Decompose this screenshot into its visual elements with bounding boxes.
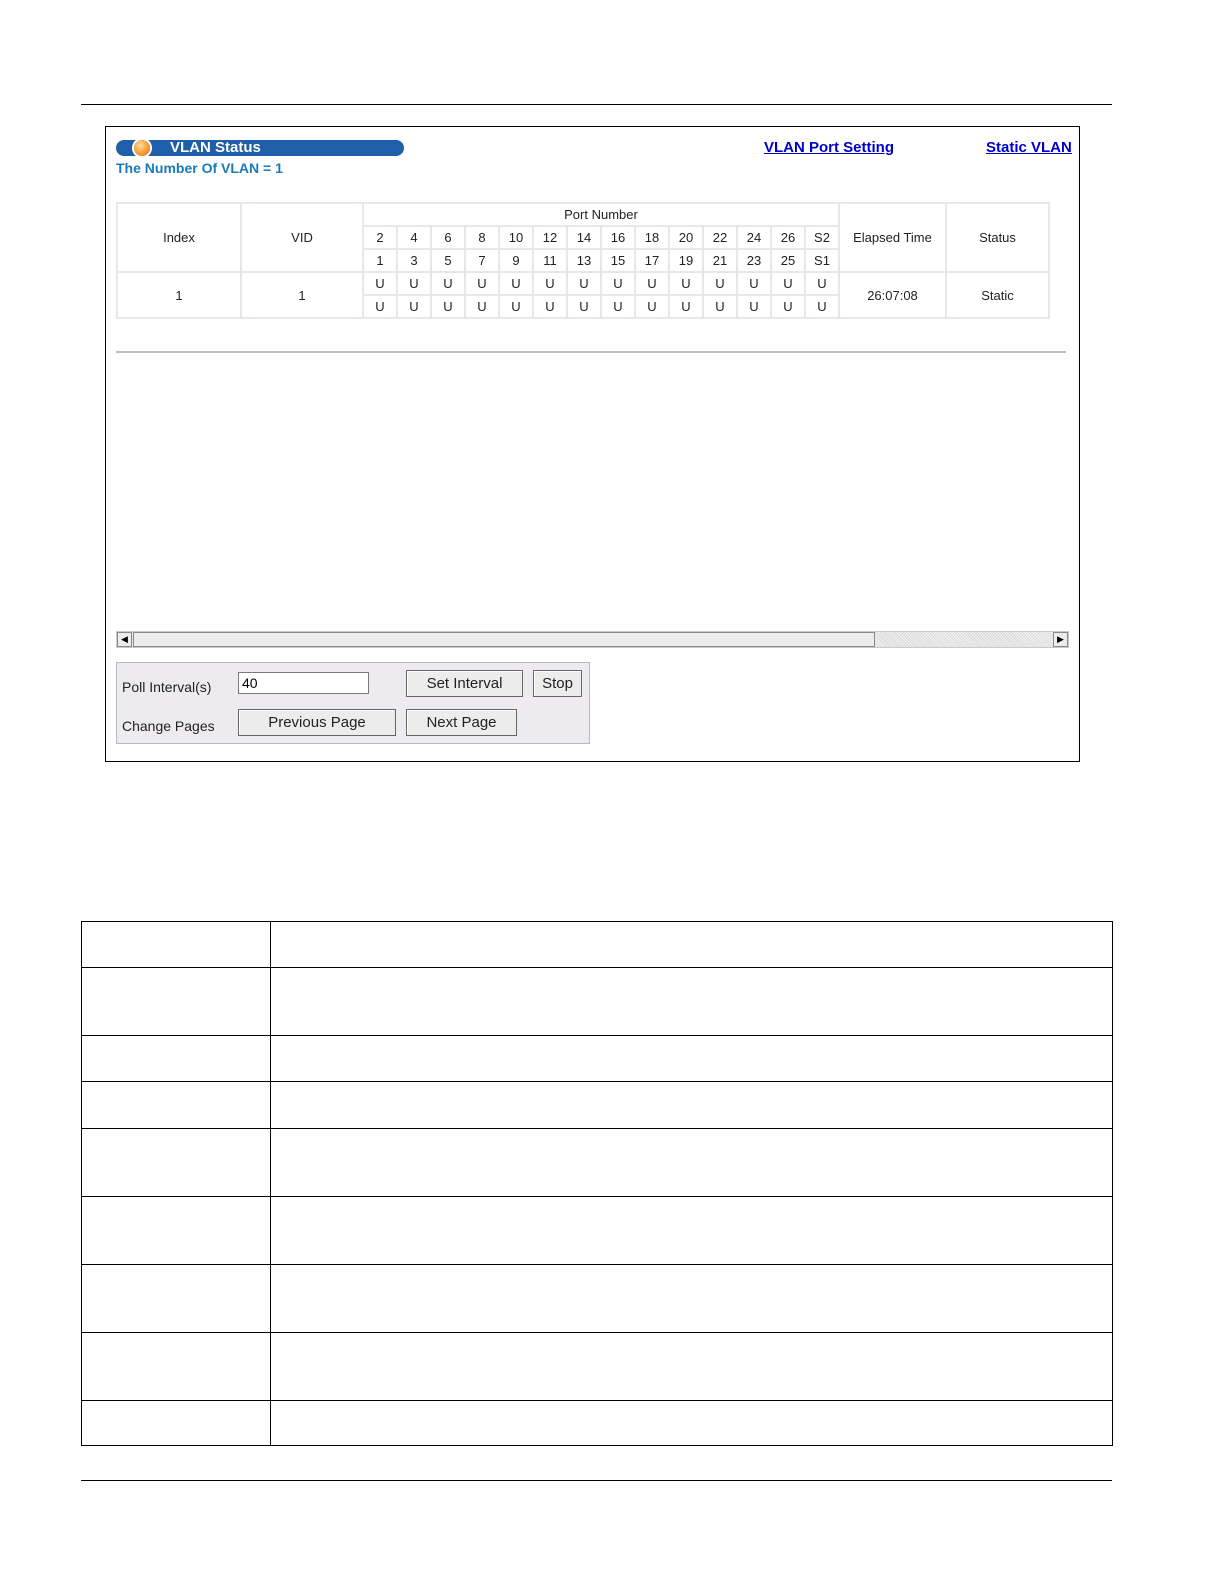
scroll-left-icon[interactable]: ◀ bbox=[117, 632, 132, 647]
port-header: 14 bbox=[568, 227, 600, 248]
port-state-cell: U bbox=[432, 273, 464, 294]
table-row bbox=[82, 922, 1113, 968]
poll-interval-input[interactable] bbox=[238, 672, 369, 694]
port-state-cell: U bbox=[806, 296, 838, 317]
stop-button[interactable]: Stop bbox=[533, 670, 582, 697]
port-header: 17 bbox=[636, 250, 668, 271]
port-state-cell: U bbox=[364, 273, 396, 294]
table-row bbox=[82, 1129, 1113, 1197]
table-row bbox=[82, 968, 1113, 1036]
header-elapsed-time: Elapsed Time bbox=[840, 204, 945, 271]
port-header: 21 bbox=[704, 250, 736, 271]
scroll-thumb[interactable] bbox=[133, 632, 875, 647]
page-title: VLAN Status bbox=[170, 139, 261, 156]
port-header: 10 bbox=[500, 227, 532, 248]
port-state-cell: U bbox=[364, 296, 396, 317]
poll-controls bbox=[116, 662, 590, 744]
port-header: 15 bbox=[602, 250, 634, 271]
port-header: 8 bbox=[466, 227, 498, 248]
header-rule bbox=[81, 104, 1112, 105]
vlan-count: The Number Of VLAN = 1 bbox=[116, 160, 283, 176]
vlan-index-cell: 1 bbox=[118, 273, 240, 317]
port-header: 20 bbox=[670, 227, 702, 248]
port-state-cell: U bbox=[568, 296, 600, 317]
port-header: 23 bbox=[738, 250, 770, 271]
port-state-cell: U bbox=[670, 273, 702, 294]
change-pages-label: Change Pages bbox=[122, 718, 215, 734]
port-state-cell: U bbox=[806, 273, 838, 294]
port-header: 3 bbox=[398, 250, 430, 271]
port-header: 19 bbox=[670, 250, 702, 271]
horizontal-scrollbar[interactable] bbox=[116, 631, 1069, 648]
divider bbox=[116, 351, 1066, 353]
elapsed-time-cell: 26:07:08 bbox=[840, 273, 945, 317]
port-header: 18 bbox=[636, 227, 668, 248]
vlan-vid-cell: 1 bbox=[242, 273, 362, 317]
vlan-status-screen bbox=[105, 126, 1080, 762]
port-state-cell: U bbox=[772, 296, 804, 317]
port-header: 6 bbox=[432, 227, 464, 248]
port-state-cell: U bbox=[704, 273, 736, 294]
port-header: 25 bbox=[772, 250, 804, 271]
header-vid: VID bbox=[242, 204, 362, 271]
header-port-number: Port Number bbox=[364, 204, 838, 225]
port-header: 13 bbox=[568, 250, 600, 271]
header-index: Index bbox=[118, 204, 240, 271]
port-state-cell: U bbox=[738, 296, 770, 317]
vlan-port-setting-link[interactable]: VLAN Port Setting bbox=[764, 139, 894, 156]
port-state-cell: U bbox=[636, 296, 668, 317]
header-status: Status bbox=[947, 204, 1048, 271]
port-header: 7 bbox=[466, 250, 498, 271]
set-interval-button[interactable]: Set Interval bbox=[406, 670, 523, 697]
port-state-cell: U bbox=[466, 296, 498, 317]
next-page-button[interactable]: Next Page bbox=[406, 709, 517, 736]
port-state-cell: U bbox=[670, 296, 702, 317]
port-state-cell: U bbox=[398, 273, 430, 294]
port-header: 22 bbox=[704, 227, 736, 248]
port-state-cell: U bbox=[738, 273, 770, 294]
status-cell: Static bbox=[947, 273, 1048, 317]
port-header: S2 bbox=[806, 227, 838, 248]
port-header: 11 bbox=[534, 250, 566, 271]
port-state-cell: U bbox=[602, 296, 634, 317]
port-state-cell: U bbox=[568, 273, 600, 294]
table-row bbox=[118, 273, 1048, 294]
port-header: 26 bbox=[772, 227, 804, 248]
port-header: 24 bbox=[738, 227, 770, 248]
port-header: 1 bbox=[364, 250, 396, 271]
table-row bbox=[82, 1265, 1113, 1333]
port-state-cell: U bbox=[636, 273, 668, 294]
port-state-cell: U bbox=[534, 296, 566, 317]
static-vlan-link[interactable]: Static VLAN bbox=[986, 139, 1072, 156]
description-table bbox=[81, 921, 1113, 1446]
previous-page-button[interactable]: Previous Page bbox=[238, 709, 396, 736]
port-header: 4 bbox=[398, 227, 430, 248]
table-row bbox=[82, 1333, 1113, 1401]
table-row bbox=[82, 1401, 1113, 1446]
table-row bbox=[82, 1082, 1113, 1129]
port-state-cell: U bbox=[602, 273, 634, 294]
scroll-right-icon[interactable]: ▶ bbox=[1053, 632, 1068, 647]
port-state-cell: U bbox=[772, 273, 804, 294]
orb-icon bbox=[134, 140, 150, 156]
poll-interval-label: Poll Interval(s) bbox=[122, 679, 212, 695]
port-header: S1 bbox=[806, 250, 838, 271]
port-state-cell: U bbox=[466, 273, 498, 294]
port-state-cell: U bbox=[398, 296, 430, 317]
port-state-cell: U bbox=[500, 273, 532, 294]
title-bar bbox=[116, 140, 404, 156]
port-state-cell: U bbox=[500, 296, 532, 317]
table-row bbox=[82, 1197, 1113, 1265]
port-header: 2 bbox=[364, 227, 396, 248]
port-header: 9 bbox=[500, 250, 532, 271]
port-state-cell: U bbox=[704, 296, 736, 317]
port-header: 16 bbox=[602, 227, 634, 248]
table-row bbox=[82, 1036, 1113, 1082]
port-header: 5 bbox=[432, 250, 464, 271]
port-state-cell: U bbox=[432, 296, 464, 317]
port-state-cell: U bbox=[534, 273, 566, 294]
vlan-status-table bbox=[116, 202, 1050, 319]
port-header: 12 bbox=[534, 227, 566, 248]
footer-rule bbox=[81, 1480, 1112, 1481]
